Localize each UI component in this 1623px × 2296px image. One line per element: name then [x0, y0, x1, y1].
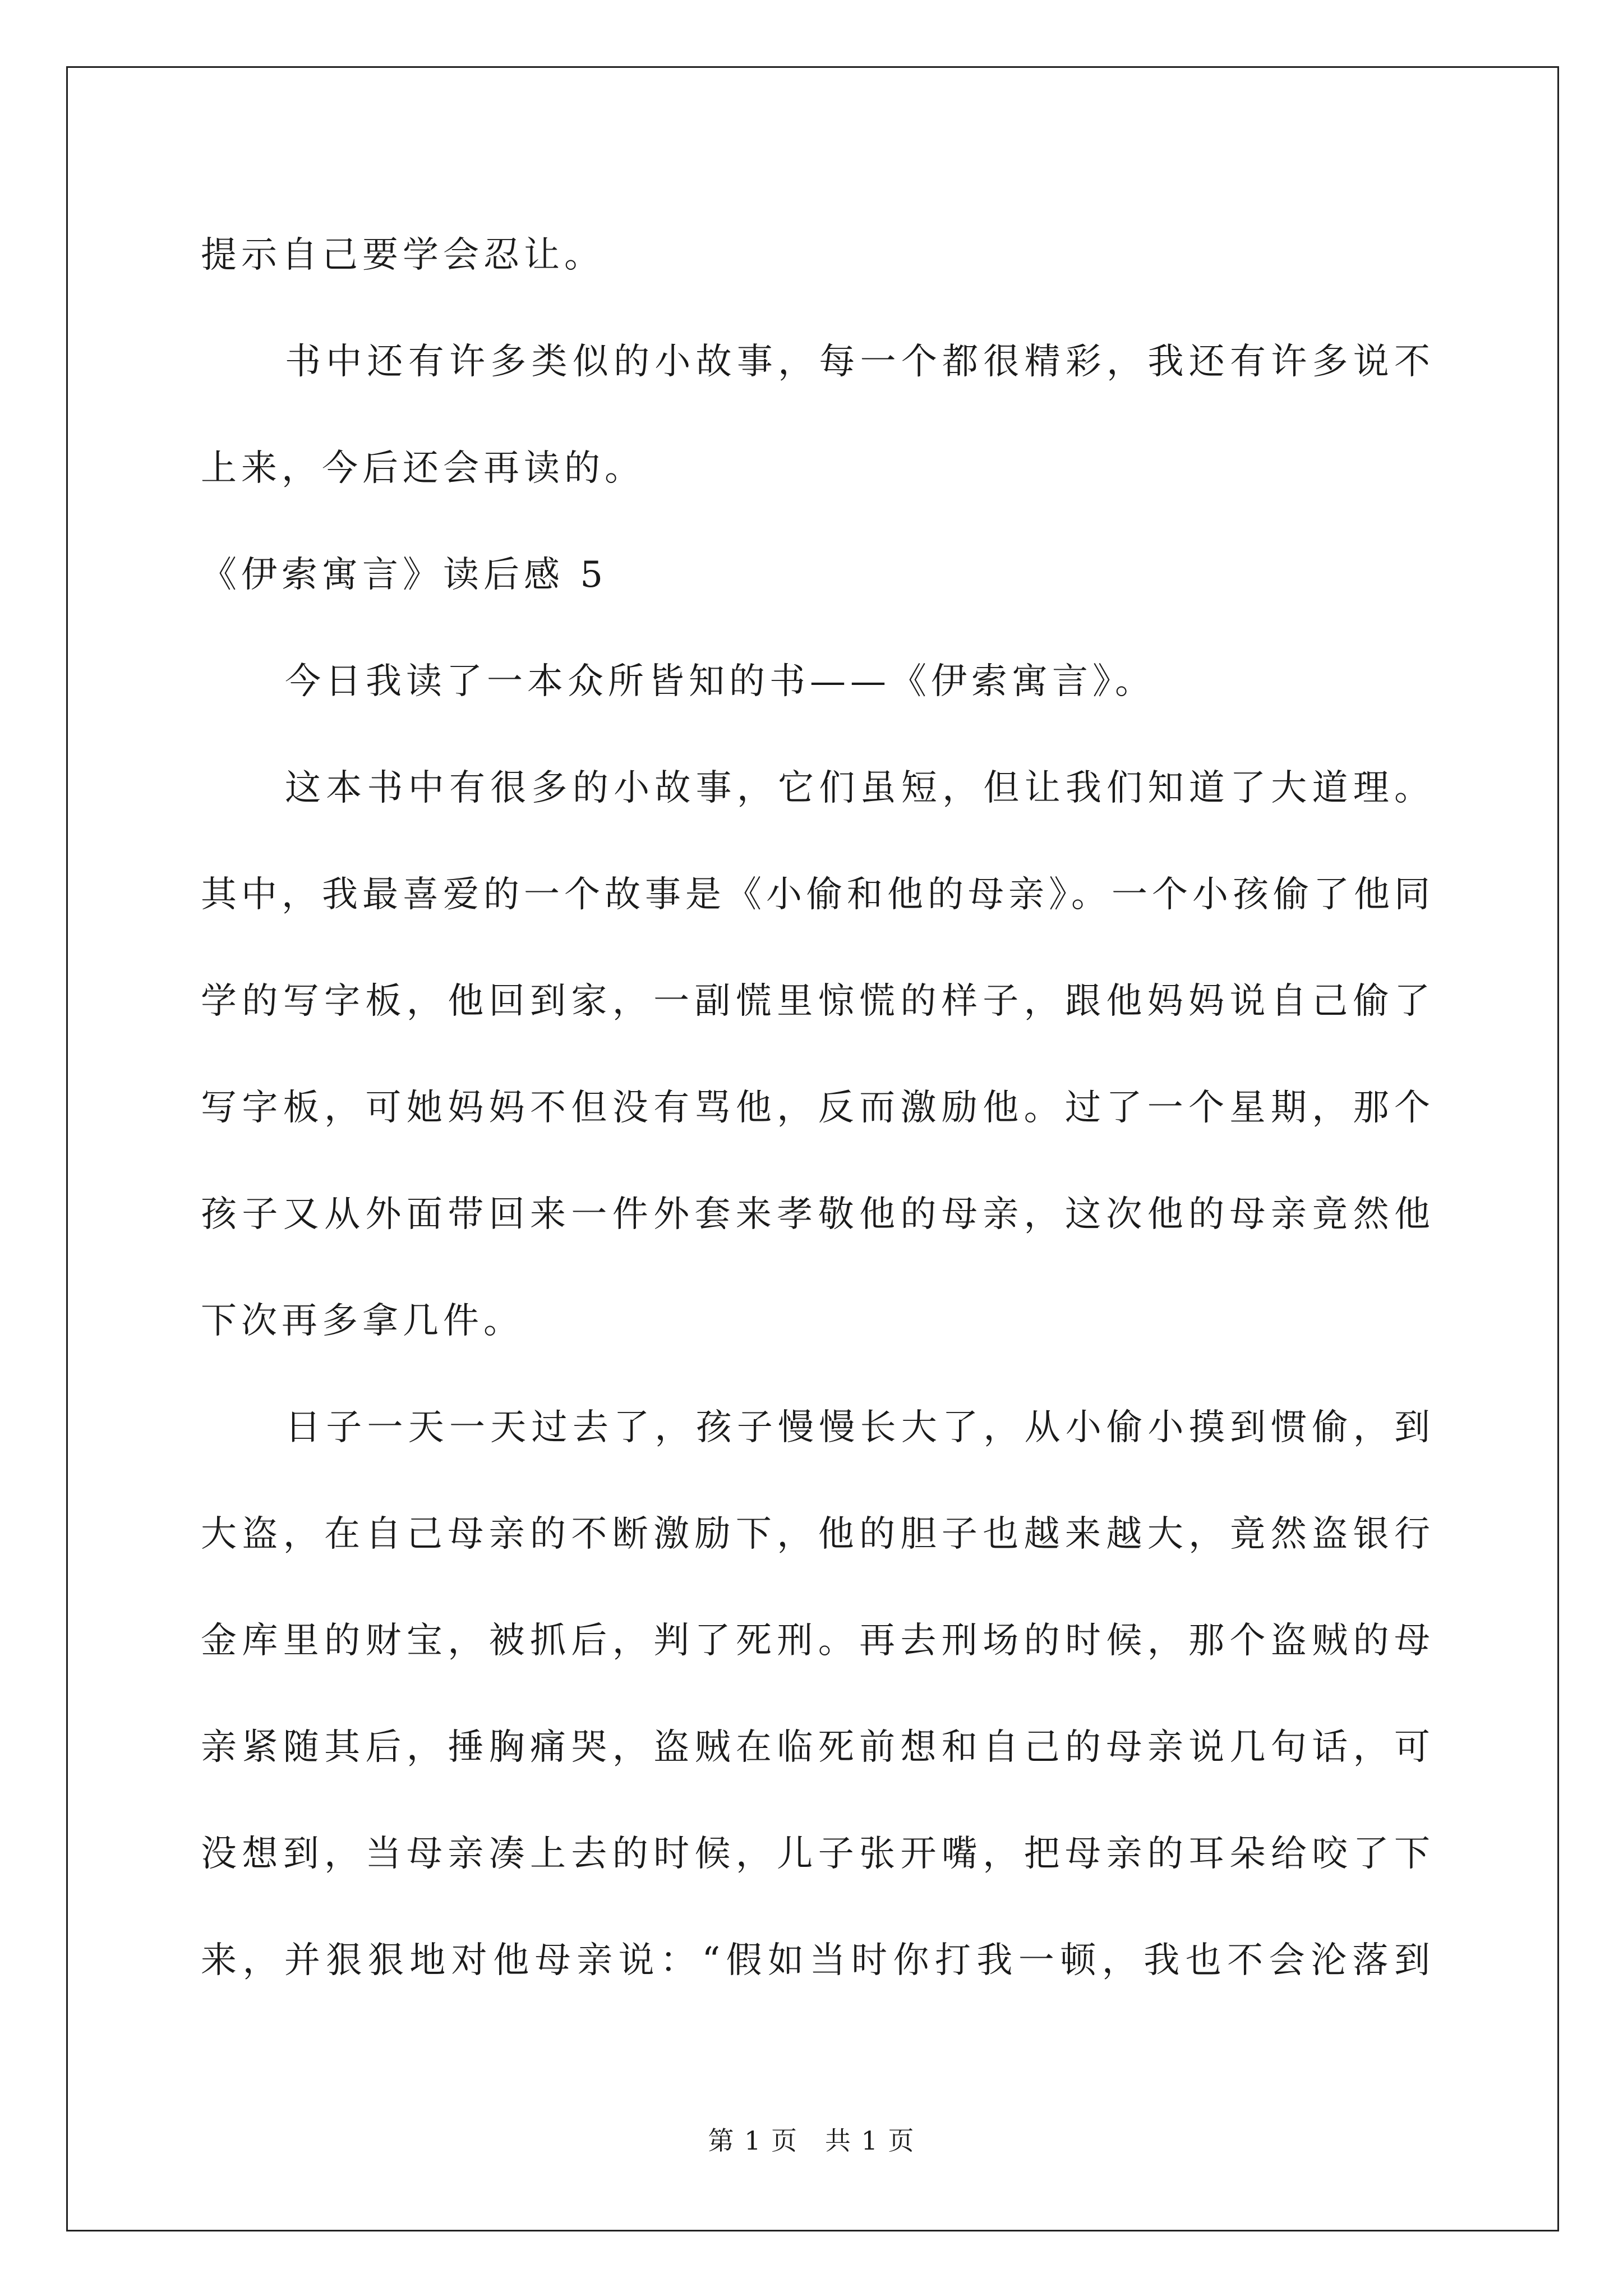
body-line: 写字板，可她妈妈不但没有骂他，反而激励他。过了一个星期，那个 — [201, 1087, 1435, 1129]
body-line: 提示自己要学会忍让。 — [201, 234, 605, 276]
paragraph-line: 日子一天一天过去了，孩子慢慢长大了，从小偷小摸到惯偷，到 — [285, 1407, 1435, 1448]
body-line: 没想到，当母亲凑上去的时候，儿子张开嘴，把母亲的耳朵给咬了下 — [201, 1833, 1435, 1875]
body-line: 孩子又从外面带回来一件外套来孝敬他的母亲，这次他的母亲竟然他 — [201, 1194, 1435, 1235]
body-line: 大盗，在自己母亲的不断激励下，他的胆子也越来越大，竟然盗银行 — [201, 1513, 1435, 1555]
document-body — [201, 202, 1435, 2014]
paragraph-line: 今日我读了一本众所皆知的书——《伊索寓言》。 — [285, 661, 1155, 702]
page-number-total: 共 1 页 — [825, 2125, 915, 2156]
section-heading: 《伊索寓言》读后感 5 — [201, 554, 608, 596]
body-line: 其中，我最喜爱的一个故事是《小偷和他的母亲》。一个小孩偷了他同 — [201, 874, 1435, 915]
body-line: 金库里的财宝，被抓后，判了死刑。再去刑场的时候，那个盗贼的母 — [201, 1620, 1435, 1662]
page-number-current: 第 1 页 — [708, 2125, 798, 2156]
body-line: 来，并狠狠地对他母亲说：“假如当时你打我一顿，我也不会沦落到 — [201, 1940, 1435, 1981]
body-line: 亲紧随其后，捶胸痛哭，盗贼在临死前想和自己的母亲说几句话，可 — [201, 1727, 1435, 1768]
page-footer — [0, 2120, 1623, 2157]
body-line: 学的写字板，他回到家，一副慌里惊慌的样子，跟他妈妈说自己偷了 — [201, 981, 1435, 1022]
paragraph-line: 这本书中有很多的小故事，它们虽短，但让我们知道了大道理。 — [285, 767, 1435, 809]
body-line: 下次再多拿几件。 — [201, 1300, 524, 1342]
body-line: 上来，今后还会再读的。 — [201, 448, 645, 489]
paragraph-line: 书中还有许多类似的小故事，每一个都很精彩，我还有许多说不 — [285, 341, 1435, 383]
